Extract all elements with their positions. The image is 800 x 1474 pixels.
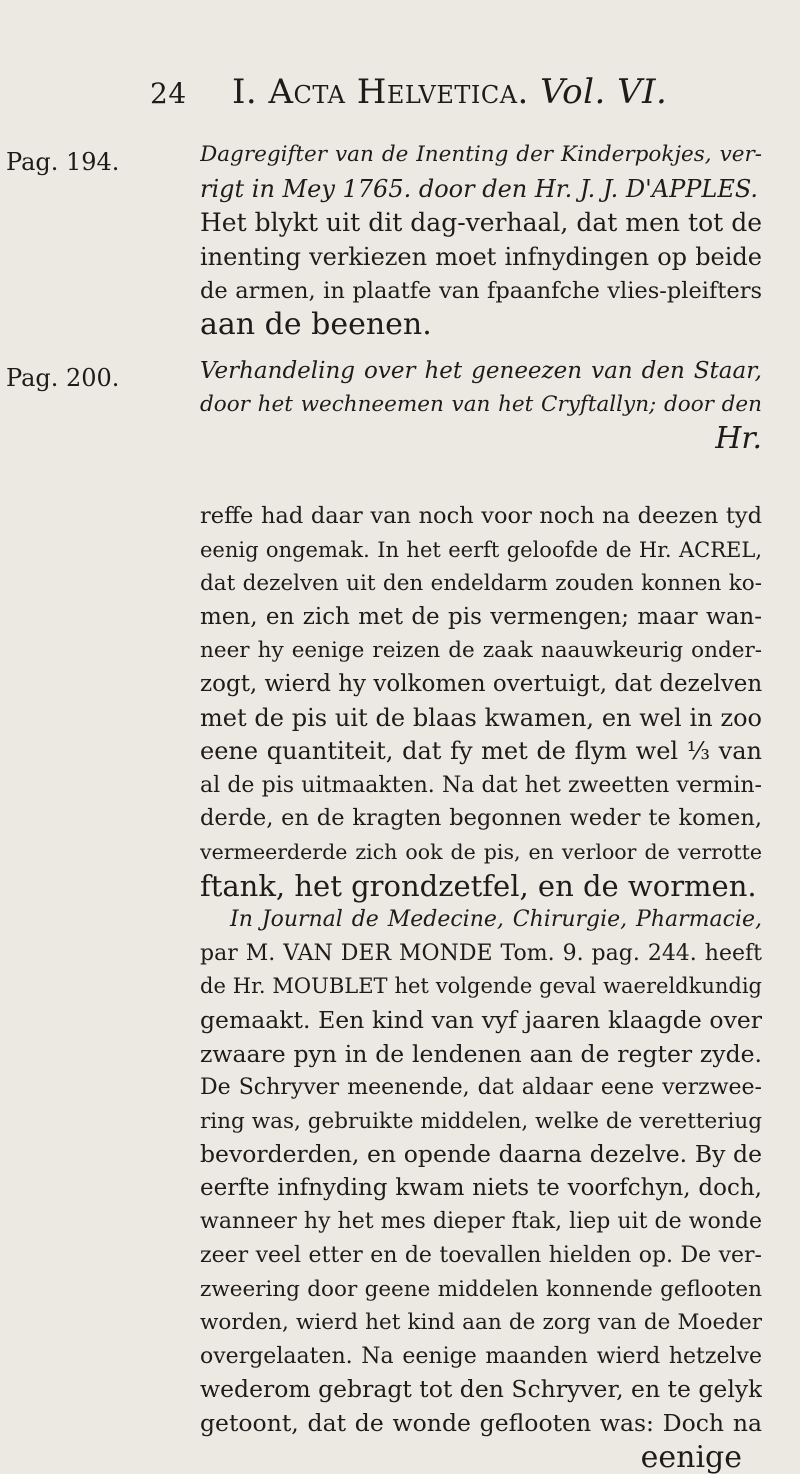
text-line: zweering door geene middelen konnende geflooten	[200, 1276, 762, 1302]
entry-text-line: de armen, in plaatfe van fpaanfche vlies-pleifters	[200, 278, 762, 304]
entry-text-line: aan de beenen.	[200, 308, 432, 342]
text-line: par M. VAN DER MONDE Tom. 9. pag. 244. heeft	[200, 940, 762, 966]
entry-title-line: door het wechneemen van het Cryftallyn; door den	[200, 392, 762, 417]
text-line: neer hy eenige reizen de zaak naauwkeurig onder-	[200, 638, 762, 664]
text-line: eene quantiteit, dat fy met de flym wel ⅓ van	[200, 737, 762, 766]
text-line: eerfte infnyding kwam niets te voorfchyn, doch,	[200, 1174, 762, 1201]
text-line: met de pis uit de blaas kwamen, en wel in zoo	[200, 703, 762, 732]
entry-title-line: Hr.	[715, 422, 762, 456]
entry-title-line: Verhandeling over het geneezen van den Staar,	[200, 358, 762, 384]
text-line: worden, wierd het kind aan de zorg van de Moeder	[200, 1310, 762, 1336]
text-line: al de pis uitmaakten. Na dat het zweetten vermin-	[200, 772, 762, 798]
running-header	[150, 72, 750, 112]
text-line: derde, en de kragten begonnen weder te komen,	[200, 805, 762, 832]
entry-dagregister	[200, 138, 762, 342]
text-line: eenig ongemak. In het eerft geloofde de Hr. ACREL,	[200, 537, 762, 562]
entry-verhandeling	[200, 354, 762, 456]
text-line: gemaakt. Een kind van vyf jaaren klaagde over	[200, 1005, 762, 1034]
volume-label: Vol. VI.	[540, 72, 668, 112]
text-line: zeer veel etter en de toevallen hielden op. De ver-	[200, 1243, 762, 1269]
page-number: 24	[150, 77, 187, 110]
main-text	[200, 500, 762, 1474]
text-line: De Schryver meenende, dat aldaar eene verzwee-	[200, 1075, 762, 1101]
text-line: wederom gebragt tot den Schryver, en te gelyk	[200, 1375, 762, 1404]
text-line: zogt, wierd hy volkomen overtuigt, dat dezelven	[200, 670, 762, 697]
text-line: zwaare pyn in de lendenen aan de regter zyde.	[200, 1039, 762, 1068]
catchword: eenige	[640, 1440, 742, 1474]
text-line: bevorderden, en opende daarna dezelve. By de	[200, 1140, 762, 1169]
entry-text-line: inenting verkiezen moet infnydingen op beide	[200, 243, 762, 271]
text-line: In Journal de Medecine, Chirurgie, Pharmacie,	[230, 907, 762, 933]
text-line: ftank, het grondzetfel, en de wormen.	[200, 869, 757, 903]
text-line: vermeerderde zich ook de pis, en verloor de verrotte	[200, 839, 762, 864]
entry-title-line: rigt in Mey 1765. door den Hr. J. J. D'APPLES.	[200, 175, 759, 203]
entry-text-line: Het blykt uit dit dag-verhaal, dat men tot de	[200, 208, 762, 237]
margin-note-pag-200: Pag. 200.	[6, 364, 120, 392]
text-line: wanneer hy het mes dieper ftak, liep uit de wonde	[200, 1209, 762, 1235]
margin-note-pag-194: Pag. 194.	[6, 148, 120, 176]
text-line: men, en zich met de pis vermengen; maar wan-	[200, 603, 762, 630]
text-line: overgelaaten. Na eenige maanden wierd hetzelve	[200, 1343, 762, 1369]
text-line: de Hr. MOUBLET het volgende geval waereldkundig	[200, 974, 762, 999]
text-line: reffe had daar van noch voor noch na deezen tyd	[200, 503, 762, 529]
text-line: ring was, gebruikte middelen, welke de veretteriug	[200, 1108, 762, 1134]
text-line: getoont, dat de wonde geflooten was: Doch na	[200, 1409, 762, 1438]
journal-title: I. Acta Helvetica.	[231, 72, 529, 112]
entry-title-line: Dagregifter van de Inenting der Kinderpokjes, ver-	[200, 142, 762, 167]
text-line: dat dezelven uit den endeldarm zouden konnen ko-	[200, 571, 762, 597]
